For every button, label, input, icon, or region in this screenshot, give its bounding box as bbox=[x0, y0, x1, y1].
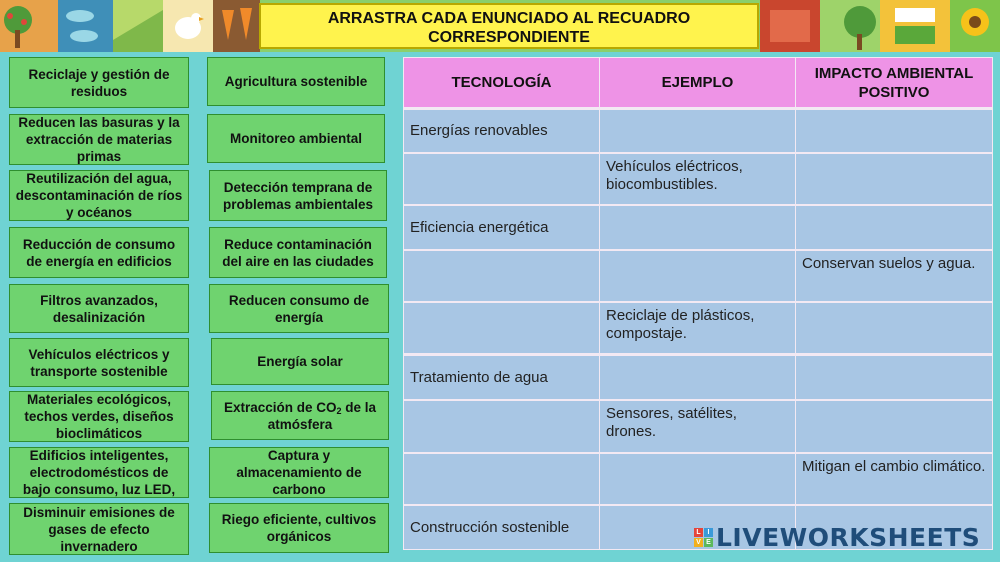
card-label: Reducen las basuras y la extracción de materias primas bbox=[18, 115, 180, 164]
drag-card[interactable] bbox=[9, 503, 189, 555]
drop-zone[interactable] bbox=[600, 206, 795, 249]
card-label: Riego eficiente, cultivos orgánicos bbox=[221, 512, 377, 544]
drop-zone[interactable] bbox=[796, 303, 992, 353]
drag-card[interactable] bbox=[9, 57, 189, 108]
answer-table bbox=[403, 57, 993, 550]
drop-zone[interactable] bbox=[404, 154, 599, 204]
drop-zone[interactable] bbox=[404, 401, 599, 452]
drag-card[interactable] bbox=[211, 391, 389, 440]
drop-zone[interactable] bbox=[600, 356, 795, 399]
drag-card[interactable] bbox=[209, 227, 387, 278]
instruction-title bbox=[259, 3, 759, 49]
drop-zone[interactable] bbox=[796, 356, 992, 399]
table-cell: Sensores, satélites, drones. bbox=[600, 401, 795, 452]
card-label bbox=[216, 399, 384, 433]
drag-card[interactable] bbox=[209, 284, 389, 333]
drag-card[interactable] bbox=[207, 57, 385, 106]
drop-zone[interactable] bbox=[600, 251, 795, 301]
table-cell: Eficiencia energética bbox=[404, 206, 599, 249]
liveworksheets-logo bbox=[694, 523, 980, 551]
drag-card[interactable] bbox=[9, 114, 189, 165]
card-label: Reciclaje y gestión de residuos bbox=[28, 66, 170, 99]
card-label-suffix: de la atmósfera bbox=[267, 399, 377, 432]
card-label: Reducen consumo de energía bbox=[228, 292, 370, 325]
table-header-cell: EJEMPLO bbox=[600, 58, 795, 107]
card-label: Monitoreo ambiental bbox=[229, 131, 362, 146]
drop-zone[interactable] bbox=[796, 206, 992, 249]
drop-zone[interactable] bbox=[600, 454, 795, 504]
drop-zone[interactable] bbox=[600, 110, 795, 152]
drag-card[interactable] bbox=[211, 338, 389, 385]
badge-letter: E bbox=[704, 538, 713, 547]
table-cell: Reciclaje de plásticos, compostaje. bbox=[600, 303, 795, 353]
card-label: Vehículos eléctricos y transporte sostenible bbox=[28, 346, 170, 379]
card-label: Disminuir emisiones de gases de efecto invernadero bbox=[23, 504, 175, 554]
card-label: Edificios inteligentes, electrodomésticos de bajo consumo, luz LED, bbox=[22, 448, 176, 497]
card-label: Filtros avanzados, desalinización bbox=[40, 292, 158, 325]
drop-zone[interactable] bbox=[796, 154, 992, 204]
drag-card[interactable] bbox=[9, 284, 189, 333]
table-cell: Energías renovables bbox=[404, 110, 599, 152]
card-label: Detección temprana de problemas ambientales bbox=[222, 179, 374, 212]
card-label-subscript: 2 bbox=[336, 405, 342, 416]
title-line-1: ARRASTRA CADA ENUNCIADO AL RECUADRO bbox=[327, 10, 691, 27]
drag-card[interactable] bbox=[9, 170, 189, 221]
table-header-cell: IMPACTO AMBIENTAL POSITIVO bbox=[796, 58, 992, 107]
table-cell: Vehículos eléctricos, biocombustibles. bbox=[600, 154, 795, 204]
card-label: Materiales ecológicos, techos verdes, diseños bioclimáticos bbox=[24, 392, 174, 441]
table-cell: Conservan suelos y agua. bbox=[796, 251, 992, 301]
liveworksheets-badge-icon bbox=[694, 528, 713, 547]
card-label-prefix: Extracción de CO bbox=[223, 399, 337, 415]
drop-zone[interactable] bbox=[796, 401, 992, 452]
drag-card[interactable] bbox=[9, 338, 189, 387]
card-label: Reduce contaminación del aire en las ciudades bbox=[222, 236, 374, 269]
farm-illustration-right bbox=[760, 0, 1000, 52]
farm-illustration-left bbox=[0, 0, 260, 52]
table-cell: Tratamiento de agua bbox=[404, 356, 599, 399]
drop-zone[interactable] bbox=[404, 454, 599, 504]
drag-card[interactable] bbox=[209, 170, 387, 221]
card-label: Captura y almacenamiento de carbono bbox=[236, 448, 362, 497]
drop-zone[interactable] bbox=[404, 303, 599, 353]
liveworksheets-wordmark: LIVEWORKSHEETS bbox=[716, 522, 981, 552]
card-label: Energía solar bbox=[257, 354, 343, 369]
drag-card[interactable] bbox=[9, 391, 189, 442]
drag-card[interactable] bbox=[207, 114, 385, 163]
card-label: Reducción de consumo de energía en edificios bbox=[22, 236, 176, 269]
drag-card[interactable] bbox=[9, 227, 189, 278]
table-cell: Mitigan el cambio climático. bbox=[796, 454, 992, 504]
drop-zone[interactable] bbox=[796, 110, 992, 152]
table-cell: Construcción sostenible bbox=[404, 506, 599, 549]
drag-card[interactable] bbox=[209, 503, 389, 553]
drag-card[interactable] bbox=[209, 447, 389, 498]
drag-card[interactable] bbox=[9, 447, 189, 498]
card-label: Agricultura sostenible bbox=[224, 74, 368, 89]
badge-letter: V bbox=[694, 538, 703, 547]
title-line-2: CORRESPONDIENTE bbox=[428, 29, 590, 46]
table-header-cell: TECNOLOGÍA bbox=[404, 58, 599, 107]
badge-letter: L bbox=[694, 528, 703, 537]
badge-letter: I bbox=[704, 528, 713, 537]
drop-zone[interactable] bbox=[404, 251, 599, 301]
card-label: Reutilización del agua, descontaminación de ríos y océanos bbox=[15, 171, 183, 220]
